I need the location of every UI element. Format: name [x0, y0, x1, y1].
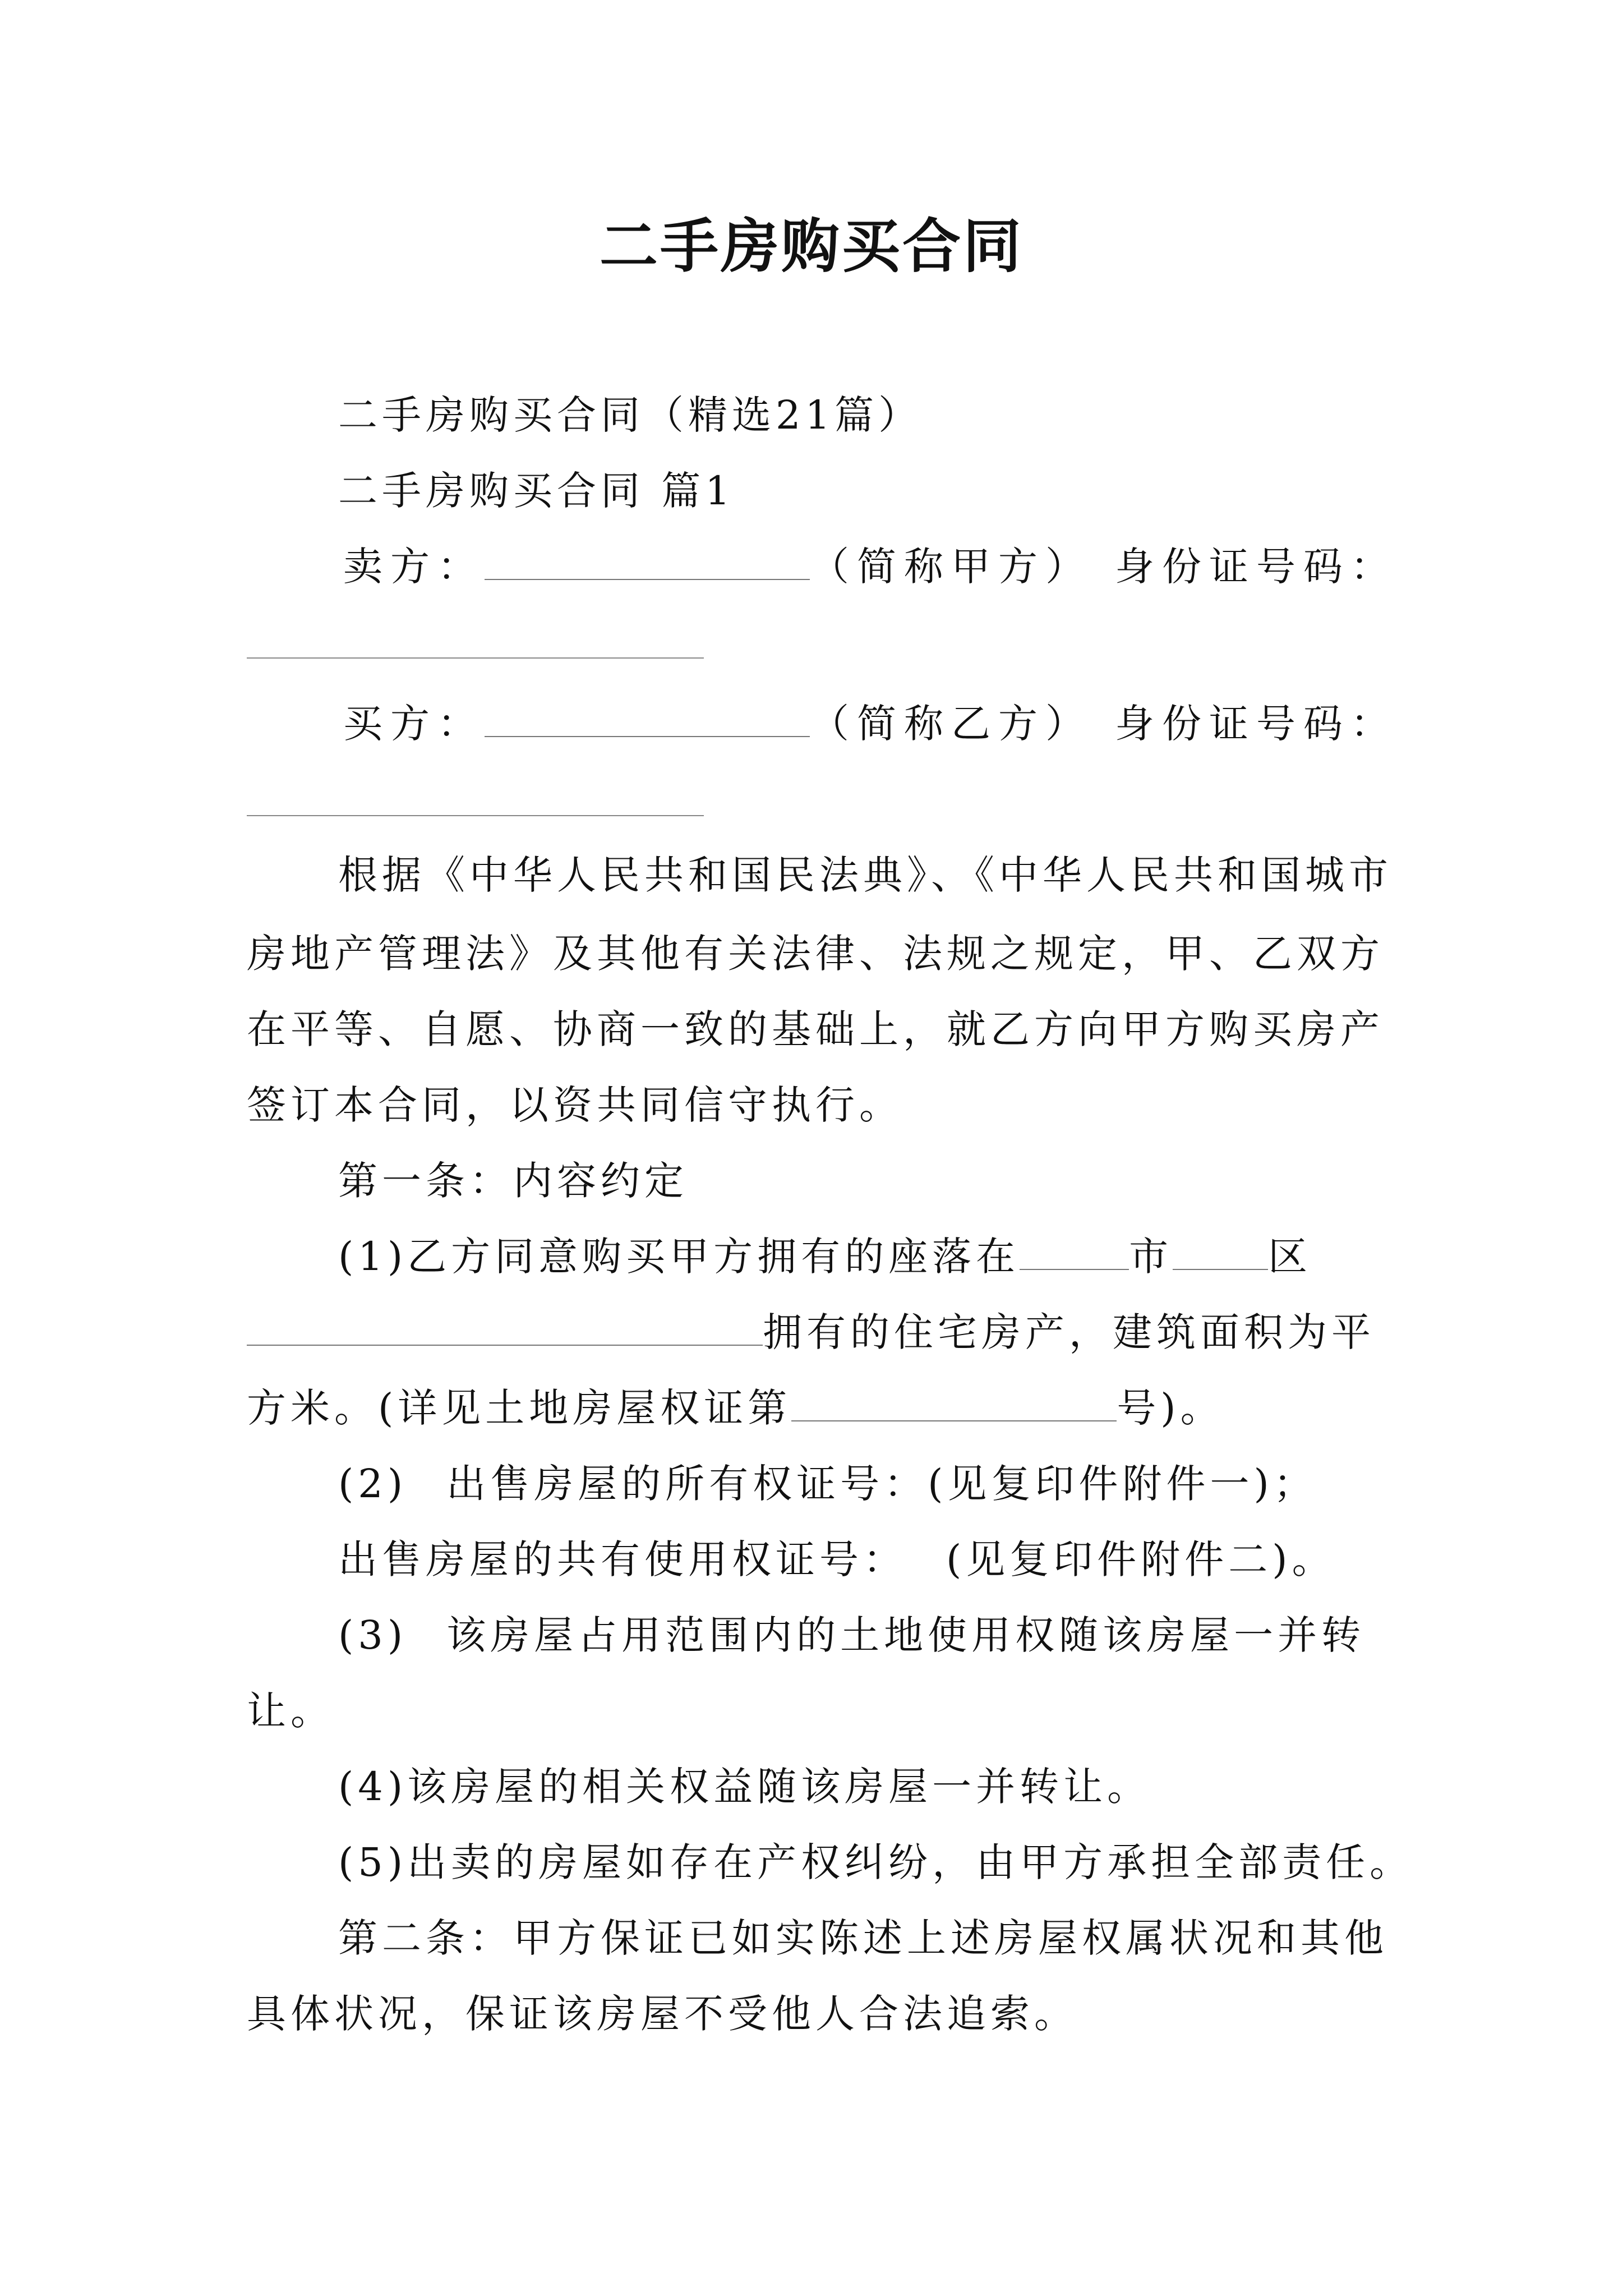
district-blank[interactable] — [1173, 1235, 1268, 1270]
item1-text3: 方米。(详见土地房屋权证第 — [247, 1385, 792, 1431]
seller-id-blank[interactable] — [247, 657, 704, 659]
document-title: 二手房购买合同 — [599, 211, 1023, 280]
seller-label: 卖方： — [343, 544, 485, 590]
seller-name-blank[interactable] — [485, 545, 810, 580]
item3-text: 该房屋占用范围内的土地使用权随该房屋一并转 — [446, 1612, 1366, 1658]
para1-line: 房地产管理法》及其他有关法律、法规之规定，甲、乙双方 — [247, 931, 1384, 977]
document-subtitle: 二手房购买合同（精选21篇） — [338, 392, 923, 438]
item3-continuation: 让。 — [247, 1688, 334, 1734]
city-blank[interactable] — [1020, 1235, 1129, 1270]
article2-line2: 具体状况，保证该房屋不受他人合法追索。 — [247, 1991, 1078, 2037]
item4-line: (4)该房屋的相关权益随该房屋一并转让。 — [338, 1764, 1151, 1810]
para1-line: 签订本合同，以资共同信守执行。 — [247, 1082, 903, 1128]
section-heading: 二手房购买合同 篇1 — [338, 468, 735, 514]
address-blank[interactable] — [247, 1311, 763, 1346]
item2-number: (2) — [338, 1461, 408, 1507]
certificate-number-blank[interactable] — [791, 1387, 1117, 1421]
item3-number: (3) — [338, 1612, 408, 1658]
item1-line2 — [247, 1307, 1375, 1358]
item1-text: (1)乙方同意购买甲方拥有的座落在 — [338, 1234, 1020, 1280]
item2-line — [338, 1458, 1317, 1509]
item1-text4: 号)。 — [1117, 1385, 1224, 1431]
item1-text2: 拥有的住宅房产，建筑面积为平 — [763, 1309, 1375, 1355]
item1-line3 — [247, 1383, 1224, 1433]
seller-id-label: 身份证号码： — [1115, 544, 1398, 590]
article2-line: 第二条：甲方保证已如实陈述上述房屋权属状况和其他 — [338, 1915, 1388, 1961]
buyer-abbr: （简称乙方） — [810, 701, 1092, 747]
item2b-text: 出售房屋的共有使用权证号： — [338, 1536, 907, 1582]
buyer-name-blank[interactable] — [485, 702, 810, 737]
item5-line: (5)出卖的房屋如存在产权纠纷，由甲方承担全部责任。 — [338, 1839, 1414, 1885]
item1-city: 市 — [1129, 1234, 1173, 1280]
item1-district: 区 — [1268, 1234, 1312, 1280]
item3-line — [338, 1610, 1365, 1660]
article1-title: 第一条：内容约定 — [338, 1158, 688, 1204]
para1-line: 在平等、自愿、协商一致的基础上，就乙方向甲方购买房产 — [247, 1006, 1384, 1052]
item2-text: 出售房屋的所有权证号：(见复印件附件一)； — [446, 1461, 1317, 1507]
para1-line: 根据《中华人民共和国民法典》、《中华人民共和国城市 — [338, 852, 1393, 898]
seller-abbr: （简称甲方） — [810, 544, 1092, 590]
item2b-line — [338, 1534, 1336, 1585]
buyer-id-blank[interactable] — [247, 815, 704, 816]
buyer-id-label: 身份证号码： — [1115, 701, 1398, 747]
item2b-attachment: (见复印件附件二)。 — [946, 1536, 1336, 1582]
buyer-line — [343, 698, 1398, 749]
item1-line — [338, 1231, 1312, 1282]
buyer-label: 买方： — [343, 701, 485, 747]
seller-line — [343, 541, 1398, 592]
